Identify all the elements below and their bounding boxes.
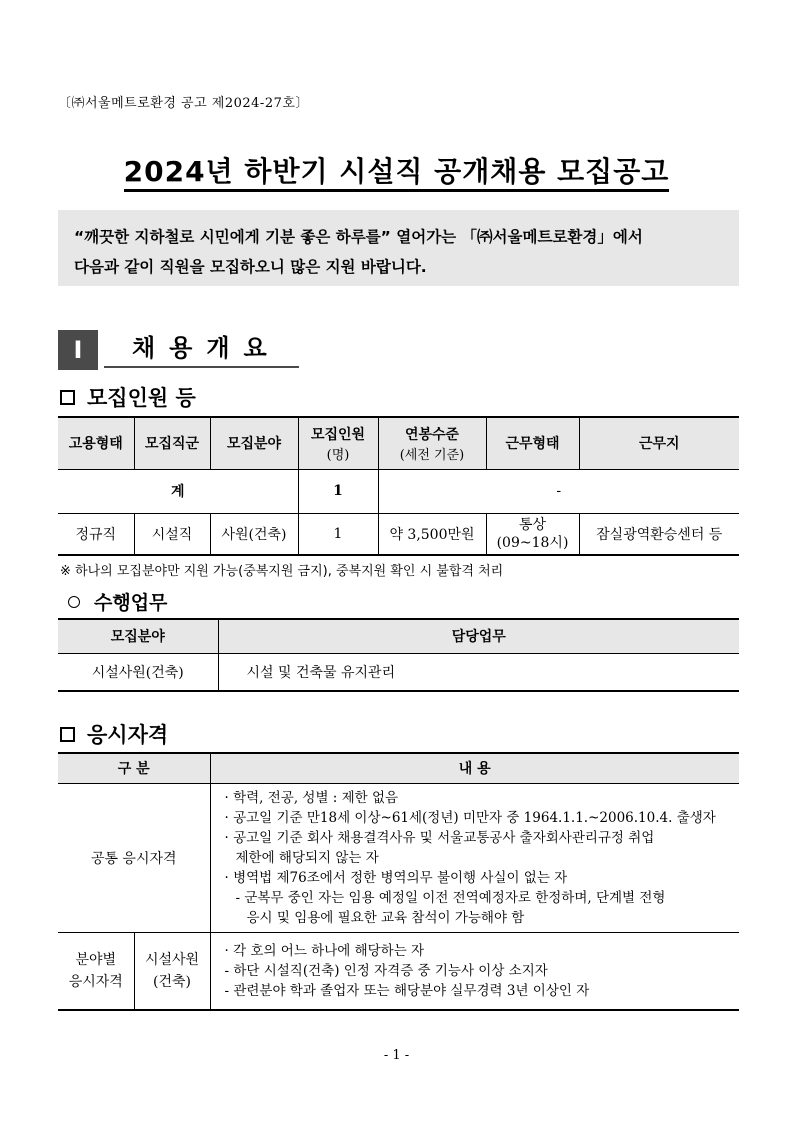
recruit-table — [58, 416, 739, 556]
cell-field: 사원(건축) — [210, 513, 298, 555]
duties-cell-duty: 시설 및 건축물 유지관리 — [218, 653, 739, 691]
qualification-common-content — [210, 783, 739, 932]
section-title: 채용개요 — [104, 328, 299, 368]
qualification-field-content — [210, 932, 739, 1010]
duties-heading — [68, 588, 167, 615]
intro-line-2: 다음과 같이 직원을 모집하오니 많은 지원 바랍니다. — [74, 258, 427, 276]
page-number: - 1 - — [383, 1048, 410, 1063]
total-rest: - — [378, 469, 739, 513]
circle-bullet-icon — [68, 596, 80, 608]
header-salary-note: (세전 기준) — [399, 447, 465, 463]
square-bullet-icon — [60, 390, 75, 405]
common-line-7: 응시 및 임용에 필요한 교육 참석이 가능해야 함 — [246, 909, 525, 926]
cell-employment-type: 정규직 — [58, 513, 134, 555]
qualification-header-category: 구 분 — [58, 753, 210, 783]
recruit-heading — [60, 382, 196, 412]
intro-box — [58, 210, 739, 286]
field-name-line-2: (건축) — [153, 973, 191, 990]
duties-heading-text: 수행업무 — [94, 592, 168, 614]
qualification-field-row — [58, 932, 739, 1010]
section-number: Ⅰ — [58, 330, 98, 370]
common-line-5: · 병역법 제76조에서 정한 병역의무 불이행 사실이 없는 자 — [224, 869, 568, 886]
qualification-field-label — [58, 932, 134, 1010]
duties-data-row — [58, 653, 739, 691]
common-line-4: 제한에 해당되지 않는 자 — [235, 849, 379, 866]
cell-count: 1 — [298, 513, 378, 555]
header-count-label: 모집인원 — [310, 426, 366, 443]
recruit-header-row — [58, 417, 739, 469]
qualification-header-row — [58, 753, 739, 783]
common-line-2: · 공고일 기준 만18세 이상~61세(정년) 미만자 중 1964.1.1.~2006.10.4. 출생자 — [224, 809, 716, 826]
qualification-field-name — [134, 932, 210, 1010]
header-employment-type: 고용형태 — [58, 417, 134, 469]
header-salary-label: 연봉수준 — [404, 426, 460, 443]
intro-line-1: “깨끗한 지하철로 시민에게 기분 좋은 하루를” 열어가는 「㈜서울메트로환경」에서 — [74, 228, 643, 246]
field-line-2: - 하단 시설직(건축) 인정 자격증 중 기능사 이상 소지자 — [224, 962, 548, 979]
field-line-3: - 관련분야 학과 졸업자 또는 해당분야 실무경력 3년 이상인 자 — [224, 982, 590, 999]
cell-salary: 약 3,500만원 — [378, 513, 486, 555]
header-work-type: 근무형태 — [486, 417, 579, 469]
duties-header-field: 모집분야 — [58, 619, 218, 653]
qualification-common-label: 공통 응시자격 — [58, 783, 210, 932]
qualification-heading-text: 응시자격 — [87, 723, 169, 747]
notice-number: 〔㈜서울메트로환경 공고 제2024-27호〕 — [58, 96, 309, 111]
qualification-common-row — [58, 783, 739, 932]
recruit-heading-text: 모집인원 등 — [87, 386, 196, 410]
qualification-table — [58, 752, 739, 1011]
cell-work-type — [486, 513, 579, 555]
qualification-heading — [60, 719, 168, 749]
total-count: 1 — [298, 469, 378, 513]
duties-header-duty: 담당업무 — [218, 619, 739, 653]
header-count-unit: (명) — [326, 447, 350, 463]
total-label: 계 — [58, 469, 298, 513]
duties-table — [58, 618, 739, 692]
qualification-header-content: 내 용 — [210, 753, 739, 783]
cell-work-hours: (09~18시) — [496, 534, 569, 551]
header-salary — [378, 417, 486, 469]
field-name-line-1: 시설사원 — [144, 951, 200, 968]
field-label-line-1: 분야별 — [75, 951, 117, 968]
header-job-group: 모집직군 — [134, 417, 210, 469]
cell-location: 잠실광역환승센터 등 — [579, 513, 739, 555]
common-line-3: · 공고일 기준 회사 채용결격사유 및 서울교통공사 출자회사관리규정 취업 — [224, 829, 655, 846]
duties-cell-field: 시설사원(건축) — [58, 653, 218, 691]
common-line-1: · 학력, 전공, 성별 : 제한 없음 — [224, 789, 399, 806]
header-field: 모집분야 — [210, 417, 298, 469]
field-line-1: · 각 호의 어느 하나에 해당하는 자 — [224, 942, 425, 959]
cell-work-type-label: 통상 — [518, 516, 547, 533]
header-location: 근무지 — [579, 417, 739, 469]
duties-header-row — [58, 619, 739, 653]
recruit-footnote: ※ 하나의 모집분야만 지원 가능(중복지원 금지), 중복지원 확인 시 불합격 처리 — [60, 564, 504, 579]
common-line-6: - 군복무 중인 자는 임용 예정일 이전 전역예정자로 한정하며, 단계별 전형 — [235, 889, 666, 906]
page-title — [0, 150, 793, 190]
recruit-total-row — [58, 469, 739, 513]
page-title-text: 2024년 하반기 시설직 공개채용 모집공고 — [124, 155, 670, 192]
header-count — [298, 417, 378, 469]
cell-job-group: 시설직 — [134, 513, 210, 555]
field-label-line-2: 응시자격 — [68, 973, 123, 990]
square-bullet-icon — [60, 727, 75, 742]
recruit-data-row — [58, 513, 739, 555]
